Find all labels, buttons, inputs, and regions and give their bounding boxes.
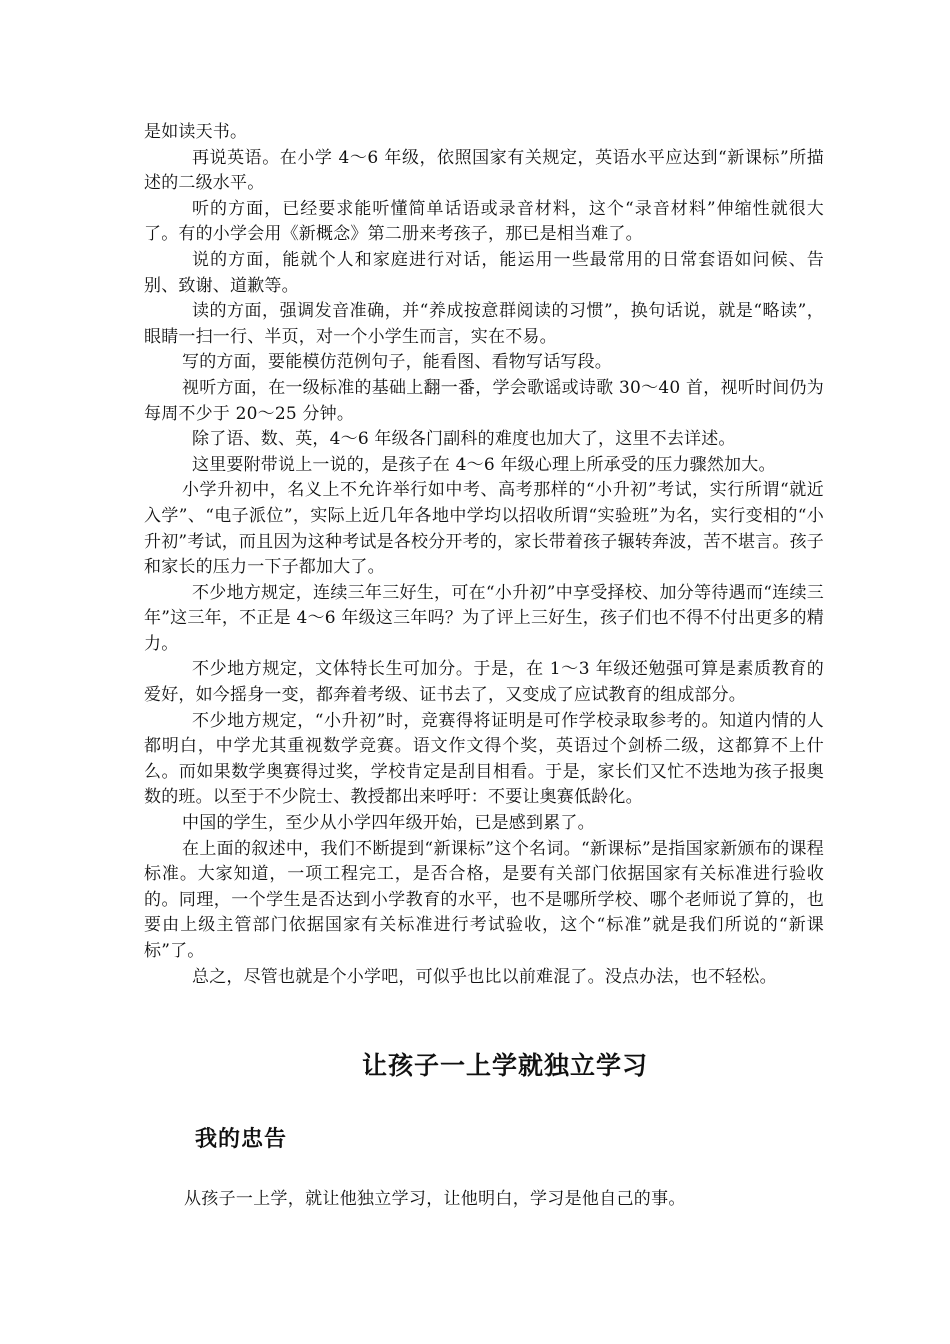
paragraph: 不少地方规定，文体特长生可加分。于是，在 1～3 年级还勉强可算是素质教育的爱好，如今摇身一变，都奔着考级、证书去了，又变成了应试教育的组成部分。 xyxy=(144,659,824,706)
paragraph: 从孩子一上学，就让他独立学习，让他明白，学习是他自己的事。 xyxy=(184,1189,686,1209)
paragraph: 不少地方规定，“小升初”时，竞赛得将证明是可作学校录取参考的。知道内情的人都明白，中学尤其重视数学竞赛。语文作文得个奖，英语过个剑桥二级，这都算不上什么。而如果数学奥赛得过奖，学校肯定是刮目相看。于是，家长们又忙不迭地为孩子报奥数的班。以至于不少院士、教授都出来呼吁：不要让奥赛低龄化。 xyxy=(144,710,824,808)
paragraph: 再说英语。在小学 4～6 年级，依照国家有关规定，英语水平应达到“新课标”所描述的二级水平。 xyxy=(144,147,824,194)
paragraph: 总之，尽管也就是个小学吧，可似乎也比以前难混了。没点办法，也不轻松。 xyxy=(192,966,777,987)
section-title: 让孩子一上学就独立学习 xyxy=(361,1051,648,1080)
paragraph: 这里要附带说上一说的，是孩子在 4～6 年级心理上所承受的压力骤然加大。 xyxy=(192,454,776,475)
paragraph: 中国的学生，至少从小学四年级开始，已是感到累了。 xyxy=(182,813,595,834)
paragraph: 视听方面，在一级标准的基础上翻一番，学会歌谣或诗歌 30～40 首，视听时间仍为每周不少于 20～25 分钟。 xyxy=(144,377,824,424)
paragraph: 听的方面，已经要求能听懂简单话语或录音材料，这个“录音材料”伸缩性就很大了。有的小学会用《新概念》第二册来考孩子，那已是相当难了。 xyxy=(144,198,824,245)
paragraph: 不少地方规定，连续三年三好生，可在“小升初”中享受择校、加分等待遇而“连续三年”这三年，不正是 4～6 年级这三年吗？为了评上三好生，孩子们也不得不付出更多的精力。 xyxy=(144,582,824,654)
paragraph: 是如读天书。 xyxy=(144,122,248,142)
paragraph: 说的方面，能就个人和家庭进行对话，能运用一些最常用的日常套语如问候、告别、致谢、道歉等。 xyxy=(144,249,824,296)
section-subtitle: 我的忠告 xyxy=(195,1126,288,1152)
paragraph: 写的方面，要能模仿范例句子，能看图、看物写话写段。 xyxy=(182,352,612,373)
paragraph: 除了语、数、英，4～6 年级各门副科的难度也加大了，这里不去详述。 xyxy=(192,429,736,450)
paragraph: 小学升初中，名义上不允许举行如中考、高考那样的“小升初”考试，实行所谓“就近入学”、“电子派位”，实际上近几年各地中学均以招收所谓“实验班”为名，实行变相的“小升初”考试，而且因为这种考试是各校分开考的，家长带着孩子辗转奔波，苦不堪言。孩子和家长的压力一下子都加大了。 xyxy=(144,480,824,578)
paragraph: 读的方面，强调发音准确，并“养成按意群阅读的习惯”，换句话说，就是“略读”，眼睛一扫一行、半页，对一个小学生而言，实在不易。 xyxy=(144,301,824,347)
paragraph: 在上面的叙述中，我们不断提到“新课标”这个名词。“新课标”是指国家新颁布的课程标准。大家知道，一项工程完工，是否合格，是要有关部门依据国家有关标准进行验收的。同理，一个学生是否达到小学教育的水平，也不是哪所学校、哪个老师说了算的，也要由上级主管部门依据国家有关标准进行考试验收，这个“标准”就是我们所说的“新课标”了。 xyxy=(144,838,824,961)
body-text xyxy=(144,120,824,990)
